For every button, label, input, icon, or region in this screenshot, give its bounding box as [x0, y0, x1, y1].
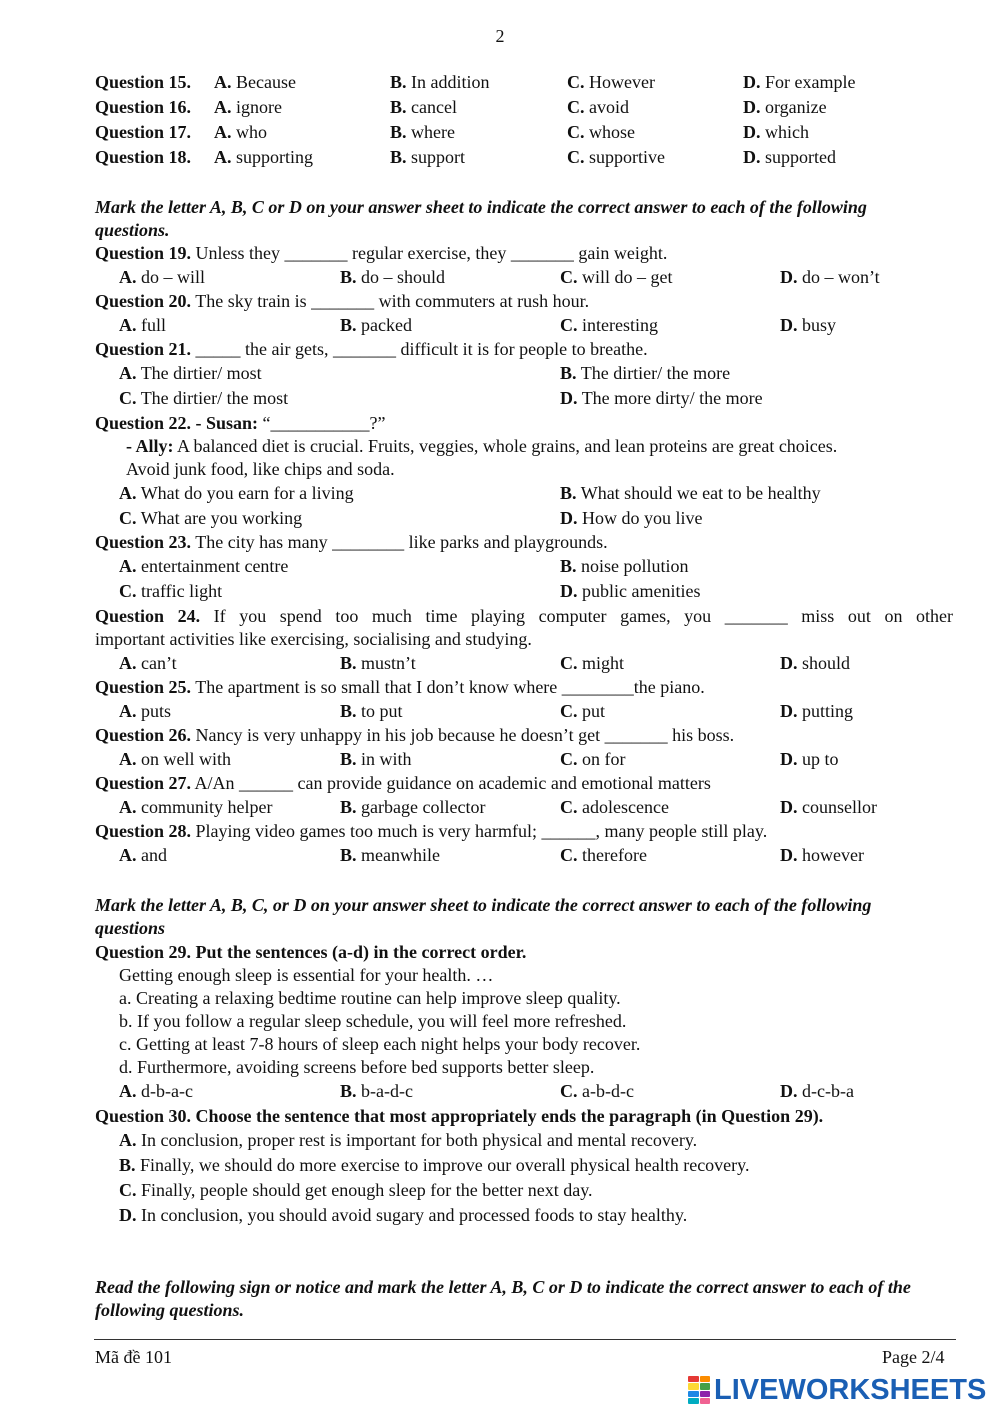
option-c[interactable]: C. supportive — [567, 147, 665, 167]
option-b[interactable]: B. cancel — [390, 97, 457, 117]
page-number: 2 — [495, 26, 505, 46]
option-c[interactable]: C. therefore — [560, 845, 647, 865]
page-indicator: Page 2/4 — [882, 1347, 945, 1367]
dialogue-reply-continued: Avoid junk food, like chips and soda. — [126, 459, 395, 479]
option-a[interactable]: A. who — [214, 122, 267, 142]
question-stem: Question 21. _____ the air gets, _______ difficult it is for people to breathe. — [95, 339, 648, 359]
question-stem-continued: important activities like exercising, socialising and studying. — [95, 629, 532, 649]
option-a[interactable]: A. on well with — [119, 749, 231, 769]
option-b[interactable]: B. noise pollution — [560, 556, 689, 576]
option-b[interactable]: B. What should we eat to be healthy — [560, 483, 821, 503]
liveworksheets-logo[interactable] — [688, 1373, 986, 1407]
option-b[interactable]: B. support — [390, 147, 466, 167]
question-stem: Question 27. A/An ______ can provide guidance on academic and emotional matters — [95, 773, 711, 793]
logo-tile — [700, 1391, 711, 1397]
option-b[interactable]: B. mustn’t — [340, 653, 416, 673]
option-d[interactable]: D. putting — [780, 701, 854, 721]
option-d[interactable]: D. however — [780, 845, 864, 865]
option-a[interactable]: A. do – will — [119, 267, 206, 287]
logo-tile — [688, 1391, 699, 1397]
option-d[interactable]: D. How do you live — [560, 508, 703, 528]
option-c[interactable]: C. a-b-d-c — [560, 1081, 634, 1101]
option-b[interactable]: B. where — [390, 122, 455, 142]
option-a[interactable]: A. ignore — [214, 97, 282, 117]
option-d[interactable]: D. supported — [743, 147, 836, 167]
question-stem: Question 19. Unless they _______ regular exercise, they _______ gain weight. — [95, 243, 668, 263]
option-b[interactable]: B. packed — [340, 315, 412, 335]
option-c[interactable]: C. traffic light — [119, 581, 223, 601]
question-stem: Question 28. Playing video games too much is very harmful; ______, many people still play. — [95, 821, 768, 841]
option-d[interactable]: D. In conclusion, you should avoid sugary and processed foods to stay healthy. — [119, 1205, 688, 1225]
option-d[interactable]: D. d-c-b-a — [780, 1081, 854, 1101]
question-number: Question 17. — [95, 122, 192, 142]
option-a[interactable]: A. The dirtier/ most — [119, 363, 262, 383]
option-b[interactable]: B. Finally, we should do more exercise to improve our overall physical health recovery. — [119, 1155, 750, 1175]
option-c[interactable]: C. However — [567, 72, 655, 92]
option-a[interactable]: A. What do you earn for a living — [119, 483, 354, 503]
option-b[interactable]: B. In addition — [390, 72, 490, 92]
question-number: Question 16. — [95, 97, 192, 117]
option-a[interactable]: A. Because — [214, 72, 296, 92]
option-a[interactable]: A. and — [119, 845, 167, 865]
dialogue-reply: - Ally: A balanced diet is crucial. Fruits, veggies, whole grains, and lean proteins are great choices. — [126, 436, 838, 456]
logo-tile — [700, 1383, 711, 1389]
question-stem: Question 20. The sky train is _______ with commuters at rush hour. — [95, 291, 590, 311]
sentence-a: a. Creating a relaxing bedtime routine can help improve sleep quality. — [119, 988, 621, 1008]
question-title: Question 29. Put the sentences (a-d) in the correct order. — [95, 942, 527, 962]
option-d[interactable]: D. do – won’t — [780, 267, 880, 287]
option-c[interactable]: C. The dirtier/ the most — [119, 388, 289, 408]
footer-divider — [94, 1339, 956, 1340]
section-instruction: Mark the letter A, B, C, or D on your answer sheet to indicate the correct answer to each of the following questions — [95, 895, 872, 938]
question-stem: Question 25. The apartment is so small that I don’t know where ________the piano. — [95, 677, 705, 697]
paragraph-intro: Getting enough sleep is essential for your health. … — [119, 965, 494, 985]
option-a[interactable]: A. can’t — [119, 653, 177, 673]
option-c[interactable]: C. might — [560, 653, 625, 673]
question-stem: Question 22. - Susan: “___________?” — [95, 413, 386, 433]
question-stem: Question 23. The city has many ________ like parks and playgrounds. — [95, 532, 608, 552]
section-instruction: Read the following sign or notice and mark the letter A, B, C or D to indicate the correct answer to each of the following questions. — [95, 1277, 911, 1320]
option-c[interactable]: C. avoid — [567, 97, 629, 117]
option-b[interactable]: B. to put — [340, 701, 403, 721]
option-d[interactable]: D. organize — [743, 97, 827, 117]
option-a[interactable]: A. puts — [119, 701, 172, 721]
logo-text: LIVEWORKSHEETS — [714, 1374, 987, 1406]
option-a[interactable]: A. full — [119, 315, 166, 335]
option-d[interactable]: D. which — [743, 122, 809, 142]
question-stem: Question 24. If you spend too much time playing computer games, you _______ miss out on other — [95, 606, 953, 626]
section-instruction: Mark the letter A, B, C or D on your answer sheet to indicate the correct answer to each of the following questions. — [95, 197, 867, 240]
option-a[interactable]: A. supporting — [214, 147, 314, 167]
logo-tile — [688, 1398, 699, 1404]
option-c[interactable]: C. interesting — [560, 315, 658, 335]
option-c[interactable]: C. whose — [567, 122, 635, 142]
exam-code: Mã đề 101 — [95, 1347, 172, 1367]
option-c[interactable]: C. adolescence — [560, 797, 669, 817]
logo-tile — [700, 1398, 711, 1404]
option-d[interactable]: D. busy — [780, 315, 837, 335]
option-b[interactable]: B. garbage collector — [340, 797, 486, 817]
option-a[interactable]: A. d-b-a-c — [119, 1081, 193, 1101]
sentence-c: c. Getting at least 7-8 hours of sleep each night helps your body recover. — [119, 1034, 641, 1054]
option-d[interactable]: D. For example — [743, 72, 856, 92]
logo-tile — [688, 1383, 699, 1389]
option-a[interactable]: A. In conclusion, proper rest is important for both physical and mental recovery. — [119, 1130, 698, 1150]
question-number: Question 15. — [95, 72, 192, 92]
option-d[interactable]: D. should — [780, 653, 851, 673]
option-c[interactable]: C. will do – get — [560, 267, 673, 287]
option-c[interactable]: C. on for — [560, 749, 626, 769]
option-d[interactable]: D. public amenities — [560, 581, 701, 601]
option-c[interactable]: C. What are you working — [119, 508, 303, 528]
question-stem: Question 26. Nancy is very unhappy in his job because he doesn’t get _______ his boss. — [95, 725, 735, 745]
logo-tile — [700, 1376, 711, 1382]
option-a[interactable]: A. entertainment centre — [119, 556, 289, 576]
logo-grid-icon — [688, 1376, 710, 1404]
option-b[interactable]: B. meanwhile — [340, 845, 440, 865]
option-b[interactable]: B. b-a-d-c — [340, 1081, 413, 1101]
option-a[interactable]: A. community helper — [119, 797, 273, 817]
option-d[interactable]: D. counsellor — [780, 797, 877, 817]
option-d[interactable]: D. The more dirty/ the more — [560, 388, 763, 408]
option-b[interactable]: B. do – should — [340, 267, 446, 287]
option-c[interactable]: C. Finally, people should get enough sleep for the better next day. — [119, 1180, 593, 1200]
option-c[interactable]: C. put — [560, 701, 606, 721]
option-b[interactable]: B. The dirtier/ the more — [560, 363, 731, 383]
question-title: Question 30. Choose the sentence that most appropriately ends the paragraph (in Question 29). — [95, 1106, 824, 1126]
sentence-b: b. If you follow a regular sleep schedule, you will feel more refreshed. — [119, 1011, 627, 1031]
logo-tile — [688, 1376, 699, 1382]
option-b[interactable]: B. in with — [340, 749, 412, 769]
question-number: Question 18. — [95, 147, 192, 167]
option-d[interactable]: D. up to — [780, 749, 839, 769]
sentence-d: d. Furthermore, avoiding screens before bed supports better sleep. — [119, 1057, 595, 1077]
